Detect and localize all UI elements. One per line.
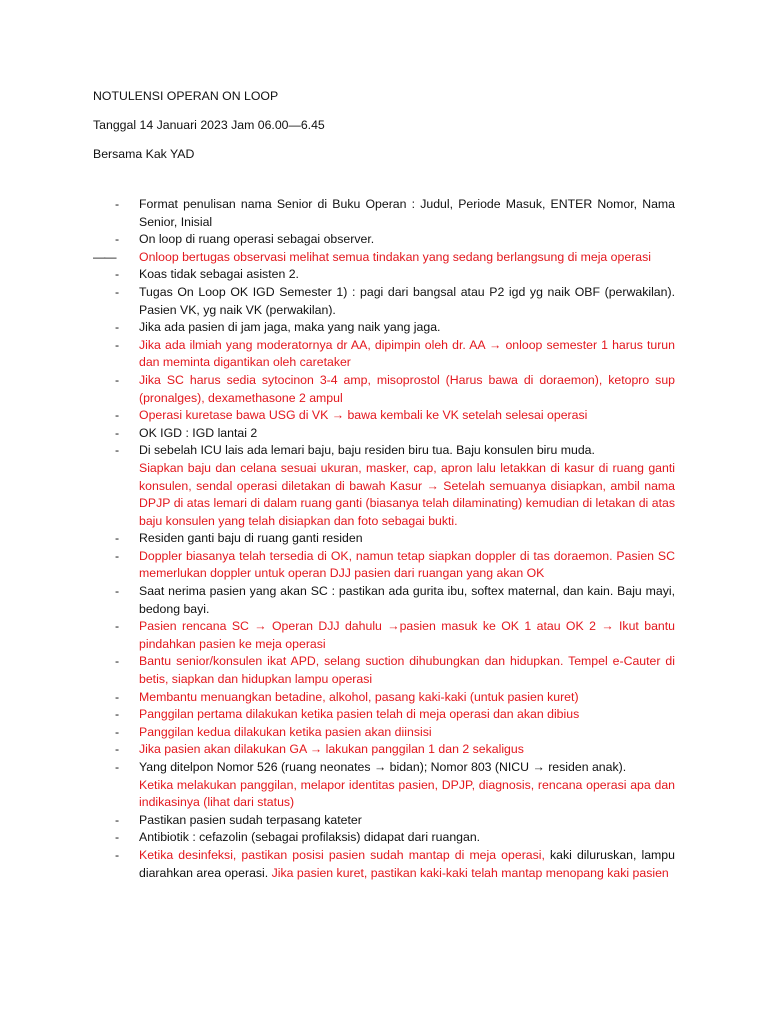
text-segment: Jika pasien kuret, pastikan kaki-kaki telah mantap menopang kaki pasien (271, 865, 669, 880)
list-item-text (139, 813, 362, 827)
text-segment: Pastikan pasien sudah terpasang kateter (139, 812, 362, 827)
list-item (93, 548, 675, 583)
list-item-text (139, 549, 675, 581)
list-item (93, 653, 675, 688)
list-marker: - (115, 232, 120, 247)
list-marker: - (115, 337, 120, 352)
list-marker: - (115, 408, 120, 423)
list-item-text (139, 725, 432, 739)
list-item (93, 847, 675, 882)
list-marker: - (115, 847, 120, 862)
list-item-text (139, 619, 675, 651)
list-marker: - (115, 548, 120, 563)
meeting-host: Bersama Kak YAD (93, 147, 195, 161)
list-item-text (139, 654, 675, 686)
text-segment: Panggilan kedua dilakukan ketika pasien akan diinsisi (139, 724, 432, 739)
text-segment: Di sebelah ICU lais ada lemari baju, baju residen biru tua. Baju konsulen biru muda. (139, 443, 595, 458)
text-segment: Onloop bertugas observasi melihat semua tindakan yang sedang berlangsung di meja operasi (139, 249, 652, 264)
list-marker: - (115, 584, 120, 599)
list-marker: - (115, 689, 120, 704)
list-item-text (139, 760, 626, 774)
list-item-text (139, 373, 675, 405)
text-segment: Tugas On Loop OK IGD Semester 1) : pagi dari bangsal atau P2 igd yg naik OBF (perwakilan). Pasien VK, yg naik VK (perwakilan). (139, 284, 675, 317)
text-segment: kaki diluruskan, lampu diarahkan area operasi. (139, 847, 675, 880)
list-item (93, 425, 675, 443)
text-segment: Jika SC harus sedia sytocinon 3-4 amp, misoprostol (Harus bawa di doraemon), ketopro sup (pronalges), dexamethasone 2 ampul (139, 372, 675, 405)
list-item (93, 337, 675, 372)
list-item (93, 777, 675, 812)
text-segment: Membantu menuangkan betadine, alkohol, pasang kaki-kaki (untuk pasien kuret) (139, 689, 579, 704)
list-item (93, 583, 675, 618)
text-segment: Panggilan pertama dilakukan ketika pasien telah di meja operasi dan akan dibius (139, 707, 580, 722)
list-item (93, 284, 675, 319)
list-item-text (139, 830, 480, 844)
list-item-text (139, 778, 675, 810)
list-item (93, 829, 675, 847)
list-item-text (139, 408, 587, 422)
list-item-text (139, 742, 524, 756)
list-marker: - (115, 812, 120, 827)
document-title: NOTULENSI OPERAN ON LOOP (93, 89, 279, 103)
list-marker: - (115, 284, 120, 299)
text-segment: Saat nerima pasien yang akan SC : pastikan ada gurita ibu, softex maternal, dan kain. Baju mayi, bedong bayi. (139, 584, 675, 616)
notes-list (93, 196, 675, 882)
list-item (93, 706, 675, 724)
list-item (93, 442, 675, 460)
list-item-text (139, 285, 675, 317)
text-segment: Siapkan baju dan celana sesuai ukuran, masker, cap, apron lalu letakkan di kasur di ruang ganti konsulen, sendal operasi diletakan di bawah Kasur → Setelah semuanya disiapkan, ambil nama DPJP di atas lemari di dalam ruang ganti (biasanya telah dilaminating) kemudian di letakan di atas baju konsulen yang telah disiapkan dan foto sebagai bukti. (139, 460, 675, 528)
list-item (93, 812, 675, 830)
text-segment: On loop di ruang operasi sebagai observer. (139, 232, 375, 247)
list-item (93, 266, 675, 284)
text-segment: Jika ada pasien di jam jaga, maka yang naik yang jaga. (139, 320, 441, 335)
list-item (93, 759, 675, 777)
list-item (93, 196, 675, 231)
list-marker: - (115, 724, 120, 739)
text-segment: Yang ditelpon Nomor 526 (ruang neonates → bidan); Nomor 803 (NICU → residen anak). (139, 760, 627, 774)
list-item-text (139, 461, 675, 528)
list-item (93, 530, 675, 548)
list-item (93, 724, 675, 742)
list-marker: - (115, 425, 120, 440)
list-marker: - (115, 619, 120, 634)
list-item-text (139, 197, 675, 229)
list-item-text (139, 443, 595, 457)
list-item (93, 689, 675, 707)
text-segment: Operasi kuretase bawa USG di VK → bawa kembali ke VK setelah selesai operasi (139, 408, 588, 423)
text-segment: Ketika desinfeksi, pastikan posisi pasien sudah mantap di meja operasi, (139, 847, 550, 862)
list-marker: - (115, 443, 120, 458)
text-segment: Jika ada ilmiah yang moderatornya dr AA, dipimpin oleh dr. AA → onloop semester 1 harus turun dan meminta digantikan oleh caretaker (139, 337, 675, 370)
list-item (93, 372, 675, 407)
list-item (93, 460, 675, 530)
list-item (93, 741, 675, 759)
list-marker: - (115, 654, 120, 669)
list-item-text (139, 848, 675, 880)
list-marker: - (115, 267, 120, 282)
text-segment: Format penulisan nama Senior di Buku Operan : Judul, Periode Masuk, ENTER Nomor, Nama Senior, Inisial (139, 197, 675, 229)
list-item (93, 618, 675, 653)
list-item-text (139, 232, 374, 246)
list-marker: - (115, 742, 120, 757)
list-item-text (139, 707, 579, 721)
list-item-text (139, 426, 257, 440)
meeting-date: Tanggal 14 Januari 2023 Jam 06.00—6.45 (93, 118, 325, 132)
list-marker: —— (93, 249, 116, 264)
list-marker: - (115, 372, 120, 387)
list-item (93, 407, 675, 425)
text-segment: Doppler biasanya telah tersedia di OK, namun tetap siapkan doppler di tas doraemon. Pasien SC memerlukan doppler untuk operan DJJ pasien dari ruangan yang akan OK (139, 548, 675, 581)
list-item-text (139, 267, 299, 281)
list-marker: - (115, 830, 120, 845)
list-marker: - (115, 531, 120, 546)
text-segment: Residen ganti baju di ruang ganti residen (139, 531, 363, 546)
list-item-text (139, 584, 675, 616)
list-item (93, 319, 675, 337)
list-item (93, 249, 675, 267)
text-segment: Jika pasien akan dilakukan GA → lakukan panggilan 1 dan 2 sekaligus (139, 742, 524, 757)
list-item-text (139, 320, 440, 334)
text-segment: Koas tidak sebagai asisten 2. (139, 267, 299, 282)
list-item-text (139, 338, 675, 370)
list-marker: - (115, 760, 120, 774)
text-segment: Antibiotik : cefazolin (sebagai profilaksis) didapat dari ruangan. (139, 830, 481, 845)
list-marker: - (115, 707, 120, 722)
text-segment: Pasien rencana SC → Operan DJJ dahulu →pasien masuk ke OK 1 atau OK 2 → Ikut bantu pindahkan pasien ke meja operasi (139, 619, 675, 651)
list-marker: - (115, 320, 120, 335)
list-item-text (139, 531, 363, 545)
list-item-text (139, 250, 651, 264)
list-item (93, 231, 675, 249)
list-item-text (139, 690, 579, 704)
list-marker: - (115, 197, 120, 211)
text-segment: Ketika melakukan panggilan, melapor identitas pasien, DPJP, diagnosis, rencana operasi apa dan indikasinya (lihat dari status) (139, 777, 675, 810)
text-segment: Bantu senior/konsulen ikat APD, selang suction dihubungkan dan hidupkan. Tempel e-Cauter di betis, siapkan dan hidupkan lampu operasi (139, 654, 675, 687)
text-segment: OK IGD : IGD lantai 2 (139, 425, 258, 440)
